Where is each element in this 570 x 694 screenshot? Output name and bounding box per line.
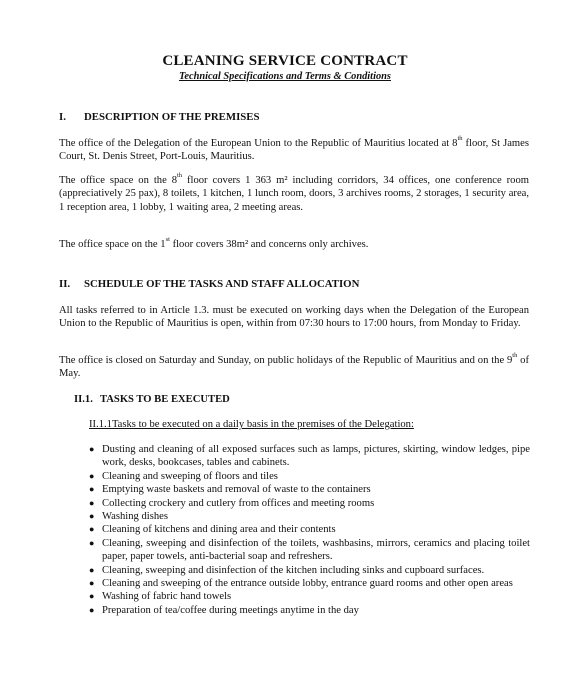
list-item-text: Cleaning of kitchens and dining area and their contents [102,524,336,536]
superscript: th [457,135,463,143]
list-item-text: Washing of fabric hand towels [102,591,232,603]
document-subtitle: Technical Specifications and Terms & Conditions [179,71,391,82]
list-item [89,604,530,617]
bullet-icon: ● [89,444,95,454]
list-item [89,443,530,470]
list-item [89,577,530,590]
list-item [89,483,530,496]
section-1-paragraph-1 [59,137,529,164]
list-item-text: Emptying waste baskets and removal of waste to the containers [102,484,371,496]
section-2-1-heading [74,393,230,406]
list-item-text: Dusting and cleaning of all exposed surfaces such as lamps, pictures, skirting, window ledges, pipe work, desks, bookcases, tables and cabinets. [102,444,530,469]
text-run: The office of the Delegation of the European Union to the Republic of Mauritius located at 8 [59,138,458,149]
list-item [89,537,530,564]
bullet-icon: ● [89,484,95,495]
superscript: th [177,172,183,180]
bullet-icon: ● [89,524,95,535]
text-run: of May. [59,355,529,380]
bullet-icon: ● [89,537,95,548]
list-item [89,590,530,603]
bullet-icon: ● [89,591,95,602]
document-title: CLEANING SERVICE CONTRACT [162,53,408,69]
text-run: The office space on the 8 [59,175,177,186]
daily-tasks-intro: II.1.1Tasks to be executed on a daily basis in the premises of the Delegation: [89,419,414,430]
text-run: floor covers 38m² and concerns only archives. [169,239,369,250]
bullet-icon: ● [89,604,95,615]
list-item [89,497,530,510]
superscript: th [512,352,518,360]
list-item [89,470,530,483]
section-1-paragraph-2 [59,174,529,214]
list-item [89,510,530,523]
list-item-text: Cleaning, sweeping and disinfection of the kitchen including sinks and cupboard surfaces. [102,564,485,576]
bullet-icon: ● [89,578,95,589]
section-2-1-title: TASKS TO BE EXECUTED [100,394,230,405]
list-item-text: Collecting crockery and cutlery from offices and meeting rooms [102,497,375,509]
list-item [89,523,530,536]
section-1-number: I. [59,111,66,123]
list-item-text: Preparation of tea/coffee during meetings anytime in the day [102,604,359,616]
section-1-paragraph-3 [59,238,529,251]
section-2-1-number: II.1. [74,394,93,405]
text-run: floor, St James Court, St. Denis Street, Port-Louis, Mauritius. [59,138,529,163]
section-2-paragraph-2 [59,354,529,381]
list-item-text: Cleaning and sweeping of floors and tiles [102,470,278,482]
text-run: The office space on the 1 [59,239,166,250]
list-item-text: Washing dishes [102,511,168,523]
section-1-title: DESCRIPTION OF THE PREMISES [84,111,260,123]
section-2-paragraph-1: All tasks referred to in Article 1.3. must be executed on working days when the Delegation of the European Union to the Republic of Mauritius is open, within from 07:30 hours to 17:00 hours, from Monday to Friday. [59,305,529,330]
list-item-text: Cleaning and sweeping of the entrance outside lobby, entrance guard rooms and other open areas [102,578,513,590]
text-run: floor covers 1 363 m² including corridors, 34 offices, one conference room (appreciatively 25 pax), 8 toilets, 1 kitchen, 1 lunch room, doors, 3 archives rooms, 2 storages, 1 security area, 1 reception area, 1 lobby, 1 waiting area, 2 meeting areas. [59,175,529,213]
bullet-icon: ● [89,511,95,522]
section-2-heading [59,278,359,291]
section-2-number: II. [59,278,71,290]
bullet-icon: ● [89,497,95,508]
section-2-title: SCHEDULE OF THE TASKS AND STAFF ALLOCATION [84,278,360,290]
bullet-icon: ● [89,564,95,575]
list-item-text: Cleaning, sweeping and disinfection of the toilets, washbasins, mirrors, ceramics and placing toilet paper, paper towels, anti-bacterial soap and refreshers. [102,537,530,563]
daily-task-list [89,443,530,617]
section-1-heading [59,111,260,124]
bullet-icon: ● [89,470,95,481]
text-run: The office is closed on Saturday and Sunday, on public holidays of the Republic of Mauritius and on the 9 [59,355,513,366]
list-item [89,564,530,577]
superscript: st [165,236,170,244]
